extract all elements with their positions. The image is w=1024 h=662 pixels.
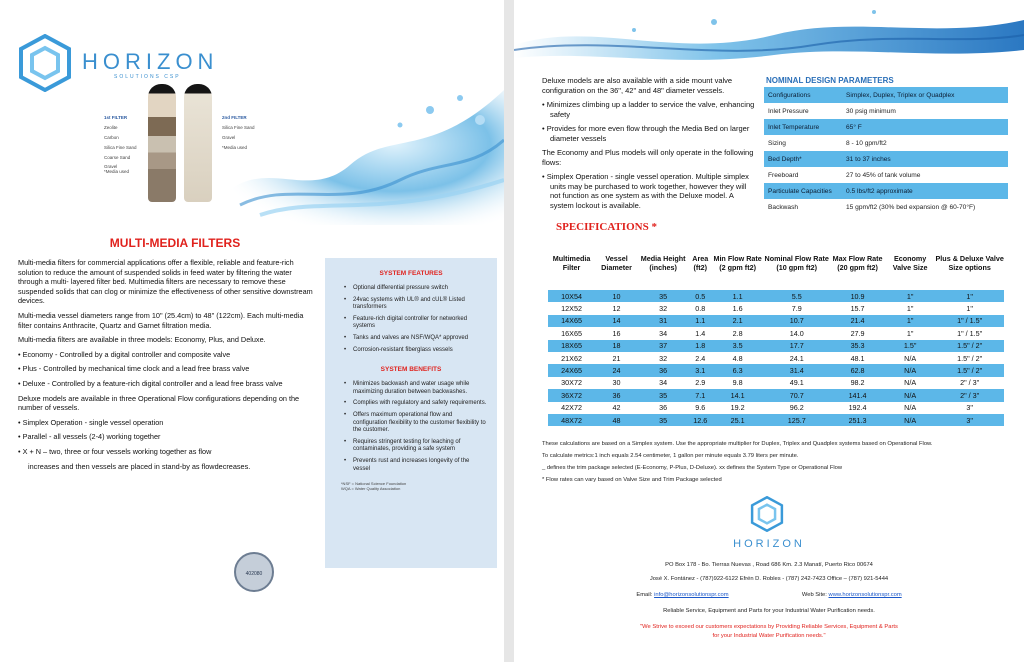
table-cell: 10	[595, 290, 638, 302]
table-cell: 12X52	[561, 304, 582, 314]
table-cell: 36X72	[548, 389, 595, 401]
first-filter-item: *Media used	[104, 169, 130, 175]
table-cell: 5.5	[763, 290, 830, 302]
design-parameters-table	[764, 87, 1008, 215]
paragraph: Deluxe models are available in three Operational Flow configurations depending on the number of vessels.	[18, 393, 300, 413]
table-cell: 15.7	[850, 304, 865, 314]
table-cell: 2.8	[732, 328, 743, 338]
table-cell: 1.5"	[885, 340, 935, 352]
second-filter-item: *Media used	[222, 144, 248, 150]
table-row	[548, 389, 1004, 401]
table-cell: 24.1	[789, 353, 804, 363]
table-cell: 96.2	[789, 403, 804, 413]
table-cell: 10X54	[548, 290, 595, 302]
left-page	[0, 0, 504, 662]
table-cell: 6.3	[712, 364, 763, 376]
table-cell: 35	[638, 389, 689, 401]
table-cell: 25.1	[712, 414, 763, 426]
note-line: _ defines the trim package selected (E-Economy, P-Plus, D-Deluxe). xx defines the System Type or Operational Flow	[542, 465, 843, 471]
table-cell: 2.4	[695, 353, 706, 363]
water-wave-header-image	[514, 0, 1024, 70]
first-filter-item: Zeolite	[104, 124, 118, 130]
table-cell: 48.1	[850, 353, 865, 363]
table-cell: 2.1	[712, 315, 763, 327]
table-cell: 1"	[885, 315, 935, 327]
table-cell: 36	[659, 403, 668, 413]
table-row	[764, 135, 1008, 151]
param-label: Configurations	[764, 87, 842, 103]
column-header: Economy Valve Size	[892, 254, 928, 272]
column-header: Nominal Flow Rate (10 gpm ft2)	[764, 254, 829, 272]
table-cell: 1"	[885, 290, 935, 302]
table-cell: 1"	[966, 304, 973, 314]
param-value: 15 gpm/ft2 (30% bed expansion @ 60-70°F)	[846, 203, 976, 211]
first-filter-tank	[148, 84, 176, 202]
table-cell: 31	[638, 315, 689, 327]
model-bullet: • Deluxe - Controlled by a feature-rich digital controller and a lead free brass valve	[18, 378, 283, 388]
paragraph: The Economy and Plus models will only operate in the following flows:	[542, 148, 754, 167]
paragraph: Multi-media filters are available in three models: Economy, Plus, and Deluxe.	[18, 335, 266, 345]
bullet: • Minimizes climbing up a ladder to service the valve, enhancing safety	[542, 100, 755, 119]
table-row	[764, 199, 1008, 215]
footer-tagline: Reliable Service, Equipment and Parts for your Industrial Water Purification needs.	[663, 608, 875, 614]
table-row	[548, 352, 1004, 364]
model-bullet: • Economy - Controlled by a digital controller and composite valve	[18, 349, 231, 359]
first-filter-item: Gravel	[104, 164, 118, 170]
table-row	[548, 414, 1004, 426]
table-cell: 31.4	[763, 364, 830, 376]
note-line: * Flow rates can vary based on Valve Size and Trim Package selected	[542, 477, 722, 483]
table-cell: 49.1	[789, 378, 804, 388]
param-label: Inlet Pressure	[768, 107, 809, 115]
table-row	[548, 290, 1004, 302]
table-row	[548, 340, 1004, 352]
footer-contacts: José X. Fontánez - (787)922-6122 Efrén D. Robles - (787) 242-7423 Office – (787) 921-5444	[649, 576, 889, 582]
table-cell: 1" / 1.5"	[935, 315, 1004, 327]
column-header: Vessel Diameter	[601, 254, 632, 272]
brand-name: HORIZON	[82, 49, 219, 74]
left-body-text	[18, 258, 318, 476]
web-label: Web Site:	[801, 592, 827, 598]
table-cell: 9.8	[732, 378, 743, 388]
features-heading: SYSTEM FEATURES	[379, 270, 443, 277]
param-value: 31 to 37 inches	[842, 151, 1008, 167]
table-cell: 1.6	[732, 304, 743, 314]
table-cell: 14.0	[789, 328, 804, 338]
table-cell: 7.9	[791, 304, 802, 314]
brand-subtitle: SOLUTIONS CSP	[114, 74, 181, 80]
table-cell: 24	[595, 364, 638, 376]
table-cell: N/A	[885, 414, 935, 426]
table-cell: 17.7	[763, 340, 830, 352]
paragraph: Multi-media filters for commercial applications offer a flexible, reliable and feature-rich solution to reduce the amount of suspended solids in feed water by filtering the water through a multi- layered filter bed. Multimedia filters are necessary to remove these suspended solids that can clog or minimize the effectiveness of other sensitive downstream devices.	[18, 258, 313, 306]
table-cell: 1.5" / 2"	[935, 364, 1004, 376]
features-sidebox	[325, 258, 497, 568]
flow-bullet: • X + N – two, three or four vessels working together as flow	[18, 446, 212, 456]
table-cell: 16X65	[561, 328, 582, 338]
table-cell: 48	[595, 414, 638, 426]
second-filter-title: 2nd FILTER	[222, 115, 247, 120]
first-filter-title: 1st FILTER	[104, 115, 128, 120]
feature-item: • 24vac systems with UL® and cUL® Listed transformers	[353, 297, 487, 312]
table-cell: 1.5" / 2"	[935, 340, 1004, 352]
design-parameters-heading: NOMINAL DESIGN PARAMETERS	[766, 76, 894, 85]
email-link[interactable]: info@horizonsolutionspr.com	[654, 592, 729, 598]
benefit-item: • Minimizes backwash and water usage while maximizing duration between backwashes.	[353, 381, 487, 396]
param-value: 30 psig minimum	[846, 107, 896, 115]
table-cell: 10.9	[830, 290, 885, 302]
table-cell: 10.7	[763, 315, 830, 327]
table-header-row	[548, 236, 1004, 290]
footer-motto-line: for your Industrial Water Purification needs."	[712, 633, 826, 639]
param-label: Sizing	[768, 139, 786, 147]
feature-item: • Tanks and valves are NSF/WQA* approved	[353, 335, 487, 343]
table-cell: 35	[638, 414, 689, 426]
table-cell: 1"	[906, 328, 914, 338]
footnote-line: *NSF = National Science Foundation	[341, 481, 407, 487]
bullet: • Provides for more even flow through the Media Bed on larger diameter vessels	[542, 124, 750, 143]
table-cell: 2.9	[695, 378, 706, 388]
feature-item: • Feature-rich digital controller for networked systems	[353, 316, 487, 331]
table-cell: 1.5" / 2"	[957, 353, 983, 363]
footnote-line: WQA = Water Quality Association	[341, 486, 401, 492]
table-cell: 3"	[966, 403, 973, 413]
table-cell: 14X65	[548, 315, 595, 327]
table-cell: 192.4	[848, 403, 867, 413]
first-filter-item: Silica Fine Sand	[104, 144, 137, 150]
table-cell: 2" / 3"	[935, 389, 1004, 401]
paragraph: Multi-media vessel diameters range from 10" (25.4cm) to 48" (122cm). Each multi-media filter contains Anthracite, Quartz and Garnet filtration media.	[18, 310, 304, 330]
table-row	[764, 151, 1008, 167]
table-cell: 12	[612, 304, 621, 314]
flow-bullet: • Simplex Operation - single vessel operation	[18, 417, 164, 427]
param-value: 27 to 45% of tank volume	[846, 171, 921, 179]
features-list	[325, 285, 497, 354]
table-cell: 36	[638, 364, 689, 376]
second-filter-item: Gravel	[222, 134, 236, 140]
table-cell: 7.1	[688, 389, 712, 401]
column-header: Media Height (inches)	[640, 254, 686, 272]
feature-item: • Corrosion-resistant fiberglass vessels	[353, 347, 487, 355]
table-cell: 48X72	[548, 414, 595, 426]
table-cell: 18	[595, 340, 638, 352]
table-cell: 21X62	[561, 353, 582, 363]
table-cell: 141.4	[830, 389, 885, 401]
table-cell: 30X72	[561, 378, 582, 388]
param-label: Backwash	[768, 203, 799, 211]
table-cell: 125.7	[763, 414, 830, 426]
table-cell: 4.8	[732, 353, 743, 363]
hexagon-logo-icon	[750, 496, 784, 532]
specifications-heading: SPECIFICATIONS *	[556, 221, 657, 233]
column-header: Plus & Deluxe Valve Size options	[935, 254, 1004, 272]
table-cell: 2" / 3"	[960, 378, 980, 388]
table-cell: 37	[638, 340, 689, 352]
table-cell: 35.3	[830, 340, 885, 352]
benefit-item: • Complies with regulatory and safety requirements.	[353, 400, 487, 408]
seal-number: 402080	[245, 571, 263, 577]
table-cell: 19.2	[730, 403, 745, 413]
table-cell: 12.6	[688, 414, 712, 426]
table-row	[548, 327, 1004, 339]
right-page	[514, 0, 1024, 662]
param-label: Bed Depth*	[764, 151, 842, 167]
specification-notes	[542, 440, 1012, 488]
benefit-item: • Offers maximum operational flow and configuration flexibility to the customer flexibility to the customer.	[353, 412, 487, 435]
table-cell: 34	[659, 328, 668, 338]
model-bullet: • Plus - Controlled by mechanical time clock and a lead free brass valve	[18, 364, 250, 374]
table-cell: 21	[612, 353, 621, 363]
table-cell: 27.9	[850, 328, 865, 338]
table-cell: 24X65	[548, 364, 595, 376]
side-footnote	[325, 481, 497, 491]
table-row	[764, 87, 1008, 103]
column-header: Max Flow Rate (20 gpm ft2)	[832, 254, 883, 272]
table-cell: 70.7	[763, 389, 830, 401]
bullet: • Simplex Operation - single vessel operation. Multiple simplex units may be purchased to work together, however they will not function as one system as with the Deluxe model. A system lockout is available.	[542, 172, 749, 210]
table-row	[764, 167, 1008, 183]
table-cell: 3"	[935, 414, 1004, 426]
table-cell: 21.4	[830, 315, 885, 327]
table-cell: 1"	[906, 304, 914, 314]
footer-address: PO Box 178 - Bo. Tierras Nuevas , Road 686 Km. 2.3 Manatí, Puerto Rico 00674	[665, 562, 873, 568]
page-title: MULTI-MEDIA FILTERS	[109, 236, 241, 250]
table-cell: 18X65	[548, 340, 595, 352]
second-filter-tank	[184, 84, 212, 202]
table-cell: N/A	[885, 364, 935, 376]
flow-bullet: • Parallel - all vessels (2-4) working together	[18, 432, 161, 442]
table-cell: 62.8	[830, 364, 885, 376]
table-cell: 30	[612, 378, 621, 388]
water-splash-image	[230, 70, 504, 225]
table-row	[548, 315, 1004, 327]
note-line: To calculate metrics:1 inch equals 2.54 centimeter, 1 gallon per minute equals 3.79 liters per minute.	[542, 453, 799, 459]
param-label: Inlet Temperature	[764, 119, 842, 135]
table-cell: 3.5	[712, 340, 763, 352]
footer-brand-name: HORIZON	[733, 538, 805, 550]
param-label: Freeboard	[768, 171, 799, 179]
first-filter-item: Coarse Sand	[104, 154, 131, 160]
table-cell: N/A	[904, 403, 917, 413]
website-link[interactable]: www.horizonsolutionspr.com	[828, 592, 902, 598]
table-row	[764, 183, 1008, 199]
column-header: Area (ft2)	[692, 254, 709, 272]
table-cell: 42X72	[561, 403, 582, 413]
email-label: Email:	[636, 592, 653, 598]
table-row	[764, 119, 1008, 135]
table-cell: 1" / 1.5"	[957, 328, 983, 338]
note-line: These calculations are based on a Simplex system. Use the appropriate multiplier for Duplex, Triplex and Quadplex systems based on Operational Flow.	[542, 441, 933, 447]
paragraph: Deluxe models are also available with a side mount valve configuration on the 36", 42" and 48" diameter vessels.	[542, 76, 733, 95]
table-row	[548, 364, 1004, 376]
specifications-table	[548, 236, 1004, 426]
footer-links	[514, 592, 1024, 598]
table-row	[548, 402, 1004, 414]
benefit-item: • Prevents rust and increases longevity of the vessel	[353, 458, 487, 473]
table-cell: 42	[612, 403, 621, 413]
table-cell: 9.6	[695, 403, 706, 413]
table-cell: 98.2	[850, 378, 865, 388]
param-value: 65° F	[842, 119, 1008, 135]
column-header: Multimedia Filter	[552, 254, 591, 272]
second-filter-item: Silica Fine Sand	[222, 124, 255, 130]
benefits-list	[325, 381, 497, 473]
hexagon-logo-icon	[18, 34, 72, 92]
table-cell: 32	[659, 353, 668, 363]
column-header: Min Flow Rate (2 gpm ft2)	[713, 254, 762, 272]
param-label: Particulate Capacities	[764, 183, 842, 199]
first-filter-item: Carbon	[104, 134, 119, 140]
table-row	[548, 377, 1004, 389]
feature-item: • Optional differential pressure switch	[353, 285, 487, 293]
table-cell: 32	[659, 304, 668, 314]
right-body-text	[542, 76, 756, 215]
table-cell: 0.5	[688, 290, 712, 302]
param-value: 8 - 10 gpm/ft2	[846, 139, 887, 147]
table-cell: 36	[595, 389, 638, 401]
table-cell: 1.8	[688, 340, 712, 352]
table-cell: 34	[659, 378, 668, 388]
table-cell: 251.3	[830, 414, 885, 426]
param-value: 0.5 lbs/ft2 approximate	[842, 183, 1008, 199]
table-cell: 14	[595, 315, 638, 327]
table-cell: 3.1	[688, 364, 712, 376]
first-filter-labels	[104, 116, 137, 175]
table-cell: 16	[612, 328, 621, 338]
certification-seal	[234, 552, 274, 592]
table-row	[764, 103, 1008, 119]
param-value: Simplex, Duplex, Triplex or Quadplex	[842, 87, 1008, 103]
benefit-item: • Requires stringent testing for leaching of contaminates, providing a safe system	[353, 439, 487, 454]
table-cell: 0.8	[695, 304, 706, 314]
second-filter-labels	[222, 116, 255, 151]
benefits-heading: SYSTEM BENEFITS	[380, 366, 442, 374]
table-cell: 1.1	[688, 315, 712, 327]
footer-motto-line: "We Strive to exceed our customers expectations by Providing Reliable Services, Equipment & Parts	[640, 624, 898, 630]
table-cell: 1.4	[695, 328, 706, 338]
table-cell: N/A	[904, 353, 917, 363]
table-cell: 1"	[935, 290, 1004, 302]
paragraph: increases and then vessels are placed in stand-by as flowdecreases.	[28, 461, 251, 471]
table-cell: 35	[638, 290, 689, 302]
table-row	[548, 302, 1004, 314]
table-cell: N/A	[904, 378, 917, 388]
table-cell: 1.1	[712, 290, 763, 302]
table-cell: N/A	[885, 389, 935, 401]
table-cell: 14.1	[712, 389, 763, 401]
